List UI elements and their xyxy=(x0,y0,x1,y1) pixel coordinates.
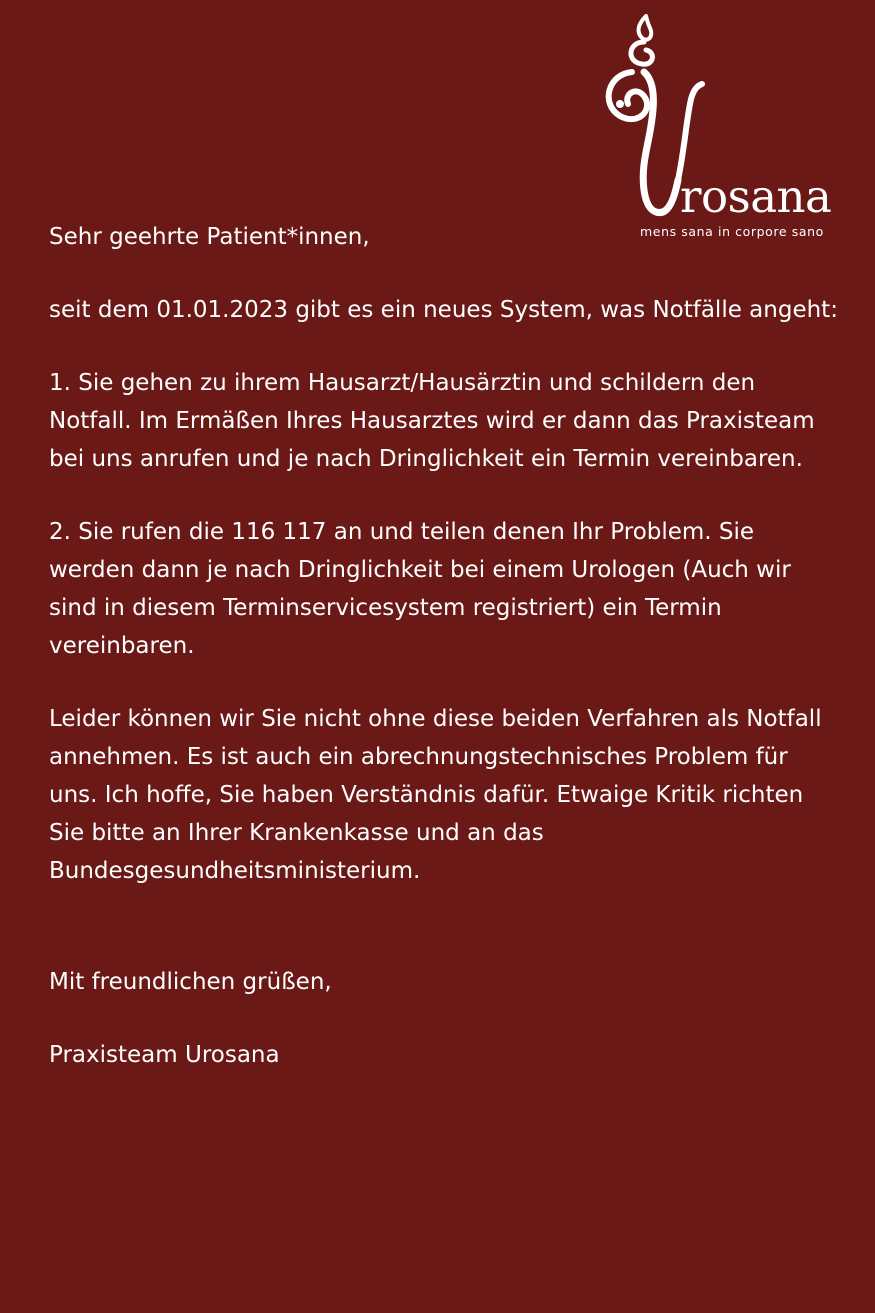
logo-tagline: mens sana in corpore sano xyxy=(640,224,824,239)
option-1-paragraph: 1. Sie gehen zu ihrem Hausarzt/Hausärztin und schildern den Notfall. Im Ermäßen Ihres Hausarztes wird er dann das Praxisteam bei uns anrufen und je nach Dringlichkeit ein Termin vereinbaren. xyxy=(49,370,815,472)
signature: Praxisteam Urosana xyxy=(49,1042,280,1068)
letter-body xyxy=(49,218,839,1074)
urosana-logo xyxy=(598,12,848,244)
option-2-paragraph: 2. Sie rufen die 116 117 an und teilen denen Ihr Problem. Sie werden dann je nach Dringlichkeit bei einem Urologen (Auch wir sind in diesem Terminservicesystem registriert) ein Termin vereinbaren. xyxy=(49,519,791,659)
logo-wordmark: rosana xyxy=(680,170,832,223)
closing: Mit freundlichen grüßen, xyxy=(49,969,332,995)
intro-paragraph: seit dem 01.01.2023 gibt es ein neues System, was Notfälle angeht: xyxy=(49,297,838,323)
salutation: Sehr geehrte Patient*innen, xyxy=(49,224,370,250)
note-paragraph: Leider können wir Sie nicht ohne diese beiden Verfahren als Notfall annehmen. Es ist auch ein abrechnungstechnisches Problem für uns. Ich hoffe, Sie haben Verständnis dafür. Etwaige Kritik richten Sie bitte an Ihrer Krankenkasse und an das Bundesgesundheitsministerium. xyxy=(49,706,822,884)
